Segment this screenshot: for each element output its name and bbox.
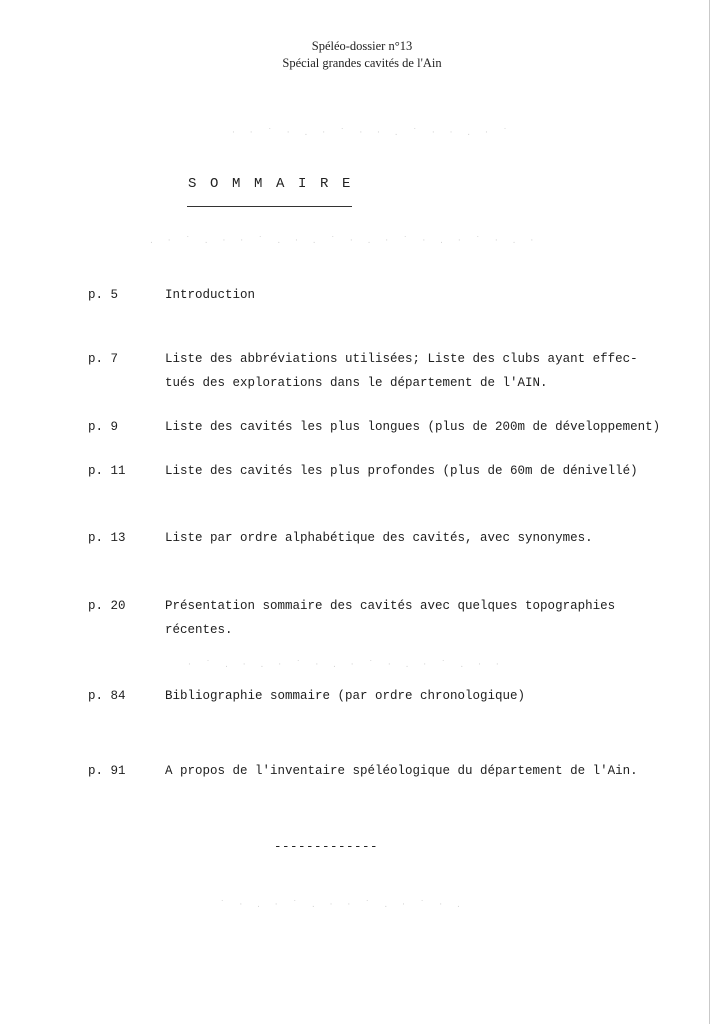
toc-page-number: p. 9: [88, 420, 119, 434]
toc-entry-line: A propos de l'inventaire spéléologique du département de l'Ain.: [165, 764, 638, 778]
toc-entry-line: tués des explorations dans le département de l'AIN.: [165, 376, 548, 390]
scan-noise: ˙ · . · ˙ . · · ˙ . · ˙ · .: [220, 900, 466, 910]
header-line-2: Spécial grandes cavités de l'Ain: [282, 56, 442, 70]
toc-entry-line: Liste des cavités les plus profondes (plus de 60m de dénivellé): [165, 464, 638, 478]
toc-page-number: p. 13: [88, 531, 126, 545]
scan-noise: · · ˙ · . · ˙ · · . ˙ · · . · ˙: [232, 128, 514, 138]
closing-separator: -------------: [274, 840, 379, 854]
toc-entry-text: [165, 594, 665, 642]
scan-noise: · ˙ . · . · ˙ · . · ˙ · . · ˙ . · ·: [188, 660, 505, 670]
toc-entry-line: Introduction: [165, 288, 256, 302]
title-underline: [187, 206, 352, 207]
toc-entry-line: Liste par ordre alphabétique des cavités, avec synonymes.: [165, 531, 593, 545]
toc-entry-text: [165, 526, 665, 550]
scan-edge-line: [709, 0, 710, 1024]
toc-page-number: p. 7: [88, 352, 119, 366]
toc-page-number: p. 84: [88, 689, 126, 703]
toc-entry-text: [165, 415, 665, 439]
scan-noise: . · ˙ . · · ˙ . · . ˙ · . · ˙ · . · ˙ · . ·: [150, 236, 540, 246]
header-line-1: Spéléo-dossier n°13: [311, 39, 413, 53]
toc-entry-line: Liste des cavités les plus longues (plus de 200m de développement): [165, 420, 661, 434]
toc-entry-line: Liste des abbréviations utilisées; Liste des clubs ayant effec-: [165, 352, 638, 366]
toc-entry-text: [165, 283, 665, 307]
toc-page-number: p. 11: [88, 464, 126, 478]
toc-page-number: p. 20: [88, 599, 126, 613]
toc-entry-line: récentes.: [165, 623, 233, 637]
toc-entry-text: [165, 459, 665, 483]
toc-page-number: p. 5: [88, 288, 119, 302]
document-header: [0, 38, 724, 72]
toc-entry-text: [165, 759, 665, 783]
toc-entry-text: [165, 684, 665, 708]
toc-entry-line: Bibliographie sommaire (par ordre chronologique): [165, 689, 526, 703]
toc-entry-text: [165, 347, 665, 395]
toc-entry-line: Présentation sommaire des cavités avec quelques topographies: [165, 599, 616, 613]
toc-page-number: p. 91: [88, 764, 126, 778]
page-title: SOMMAIRE: [188, 176, 365, 192]
